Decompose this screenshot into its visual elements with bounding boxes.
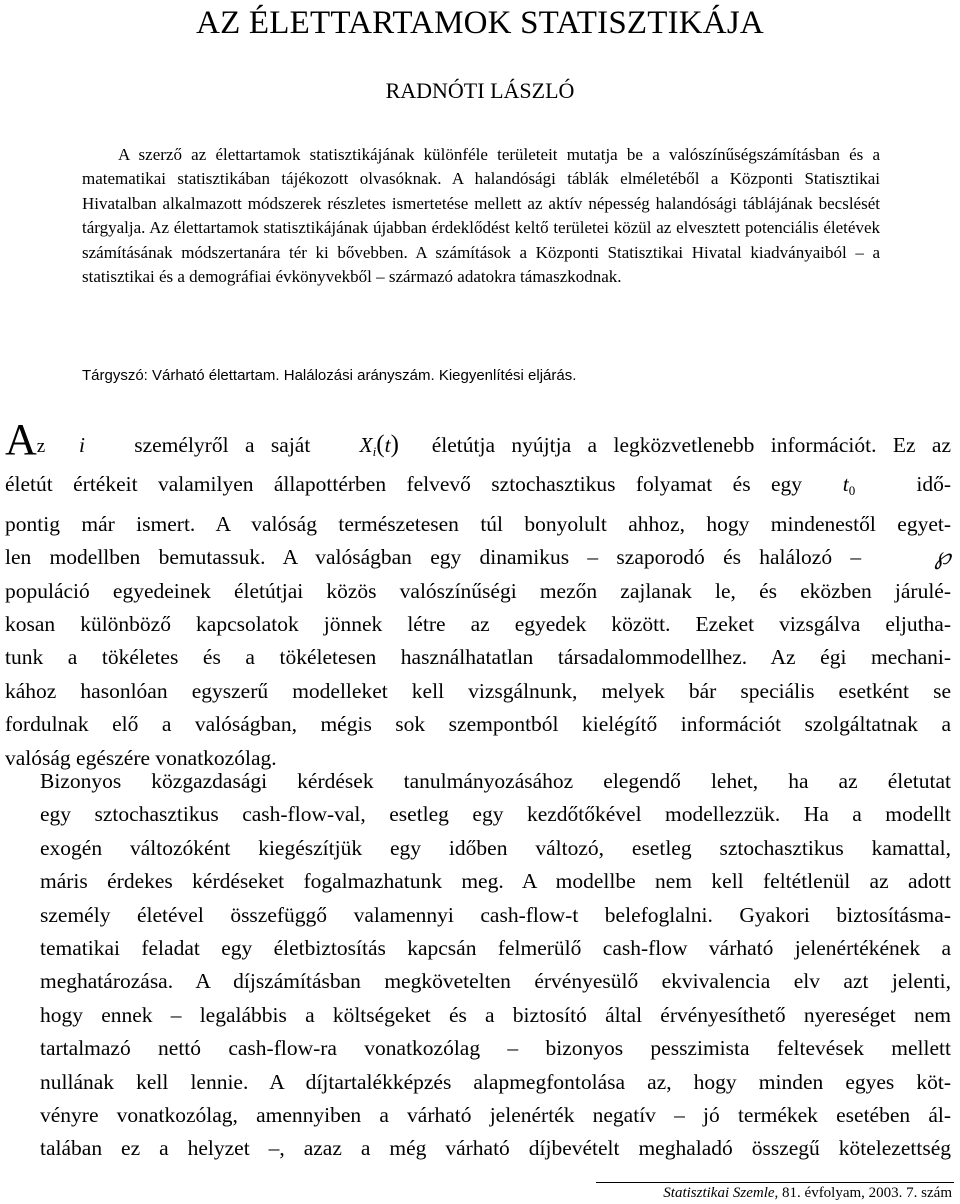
paragraph-2-line-2: egy sztochasztikus cash-flow-val, esetleg egy kezdőtőkével modellezzük. Ha a modellt xyxy=(40,802,951,827)
paragraph-1-line-1 xyxy=(5,415,952,468)
paragraph-2-line-12: talában ez a helyzet –, azaz a még várható díjbevételt meghaladó összegű kötelezettség xyxy=(40,1136,951,1161)
journal-name: Statisztikai Szemle xyxy=(663,1185,775,1201)
paragraph-1-line-9: fordulnak elő a valóságban, mégis sok szempontból kielégítő információt szolgáltatnak a xyxy=(5,712,951,737)
paragraph-2-line-3: exogén változóként kiegészítjük egy időben változó, esetleg sztochasztikus kamattal, xyxy=(40,835,951,860)
paragraph-2-line-5: személy életével összefüggő valamennyi cash-flow-t belefoglalni. Gyakori biztosításma- xyxy=(40,902,951,927)
paragraph-1-seg-2: életútja nyújtja a legközvetlenebb információt. Ez az xyxy=(431,433,952,457)
paragraph-1-line-5: populáció egyedeinek életútjai közös valószínűségi mezőn zajlanak le, és eközben járulé- xyxy=(5,578,951,603)
math-xi-of-t: $X_i(t)$ xyxy=(359,431,399,459)
paragraph-1-line-6: kosan különböző kapcsolatok jönnek létre az egyedek között. Ezeket vizsgálva eljutha- xyxy=(5,612,951,637)
paragraph-1-line-7: tunk a tökéletes és a tökéletesen használhatatlan társadalommodellhez. Az égi mechani- xyxy=(5,645,951,670)
drop-cap-continuation: z xyxy=(36,436,47,457)
keywords: Tárgyszó: Várható élettartam. Halálozási arányszám. Kiegyenlítési eljárás. xyxy=(82,367,577,384)
journal-issue: , 81. évfolyam, 2003. 7. szám xyxy=(774,1185,952,1201)
journal-footer xyxy=(663,1183,952,1203)
paragraph-1-line-8: kához hasonlóan egyszerű modelleket kell vizsgálnunk, melyek bár speciális esetként se xyxy=(5,678,951,703)
paragraph-2-line-10: nullának kell lennie. A díjtartalékképzés alapmegfontolása az, hogy minden egyes köt- xyxy=(40,1069,951,1094)
population-symbol: ℘ xyxy=(934,544,951,571)
abstract: A szerző az élettartamok statisztikájának különféle területeit mutatja be a valószínűségszámításban és a matematikai statisztikában tájékozott olvasóknak. A halandósági táblák elméletéből a Központi Statisztikai Hivatalban alkalmazott módszerek részletes ismertetése mellett az aktív népesség halandósági táblájának becslését tárgyalja. Az élettartamok statisztikájának újabban érdeklődést keltő területei közül az elvesztett potenciális életévek számításának módszertanára tér ki bővebben. A számítások a Központi Statisztikai Hivatal kiadványaiból – a statisztikai és a demográfiai évkönyvekből – származó adatokra támaszkodnak. xyxy=(82,145,880,287)
body-paragraph-1 xyxy=(5,415,952,775)
paragraph-2-line-9: tartalmazó nettó cash-flow-ra vonatkozólag – bizonyos pesszimista feltevések mellett xyxy=(40,1036,951,1061)
paragraph-2-line-1: Bizonyos közgazdasági kérdések tanulmányozásához elegendő lehet, ha az életutat xyxy=(40,769,951,793)
body-paragraph-2 xyxy=(5,765,951,1166)
paragraph-2-line-8: hogy ennek – legalábbis a költségeket és a biztosító által érvényesíthető nyereséget nem xyxy=(40,1002,951,1027)
math-variable-i: i xyxy=(79,433,86,457)
paragraph-2-line-7: meghatározása. A díjszámításban megkövetelten érvényesülő ekvivalencia elv azt jelenti, xyxy=(40,969,951,994)
paragraph-1-line-10: valóság egészére vonatkozólag. xyxy=(5,745,277,770)
paragraph-2-line-6: tematikai feladat egy életbiztosítás kapcsán felmerülő cash-flow várható jelenértékének a xyxy=(40,936,951,961)
paragraph-1-seg-1: személyről a saját xyxy=(134,433,311,457)
article-author: RADNÓTI LÁSZLÓ xyxy=(385,78,575,103)
paragraph-2-line-4: máris érdekes kérdéseket fogalmazhatunk meg. A modellbe nem kell feltétlenül az adott xyxy=(40,869,951,894)
math-t0: $t_0$ xyxy=(842,472,856,499)
paragraph-1-line-4: len modellben bemutassuk. A valóságban egy dinamikus – szaporodó és halálozó – ℘ xyxy=(5,544,951,571)
paragraph-1-line-3: pontig már ismert. A valóság természetesen túl bonyolult ahhoz, hogy mindenestől egyet- xyxy=(5,511,951,536)
article-title: AZ ÉLETTARTAMOK STATISZTIKÁJA xyxy=(196,5,764,41)
paragraph-1-line-2: életút értékeit valamilyen állapottérben felvevő sztochasztikus folyamat és egy $t_0$ idő- xyxy=(5,472,951,499)
drop-cap: A xyxy=(5,415,37,464)
paragraph-2-line-11: vényre vonatkozólag, amennyiben a várható jelenérték negatív – jó termékek esetében ál- xyxy=(40,1103,951,1128)
